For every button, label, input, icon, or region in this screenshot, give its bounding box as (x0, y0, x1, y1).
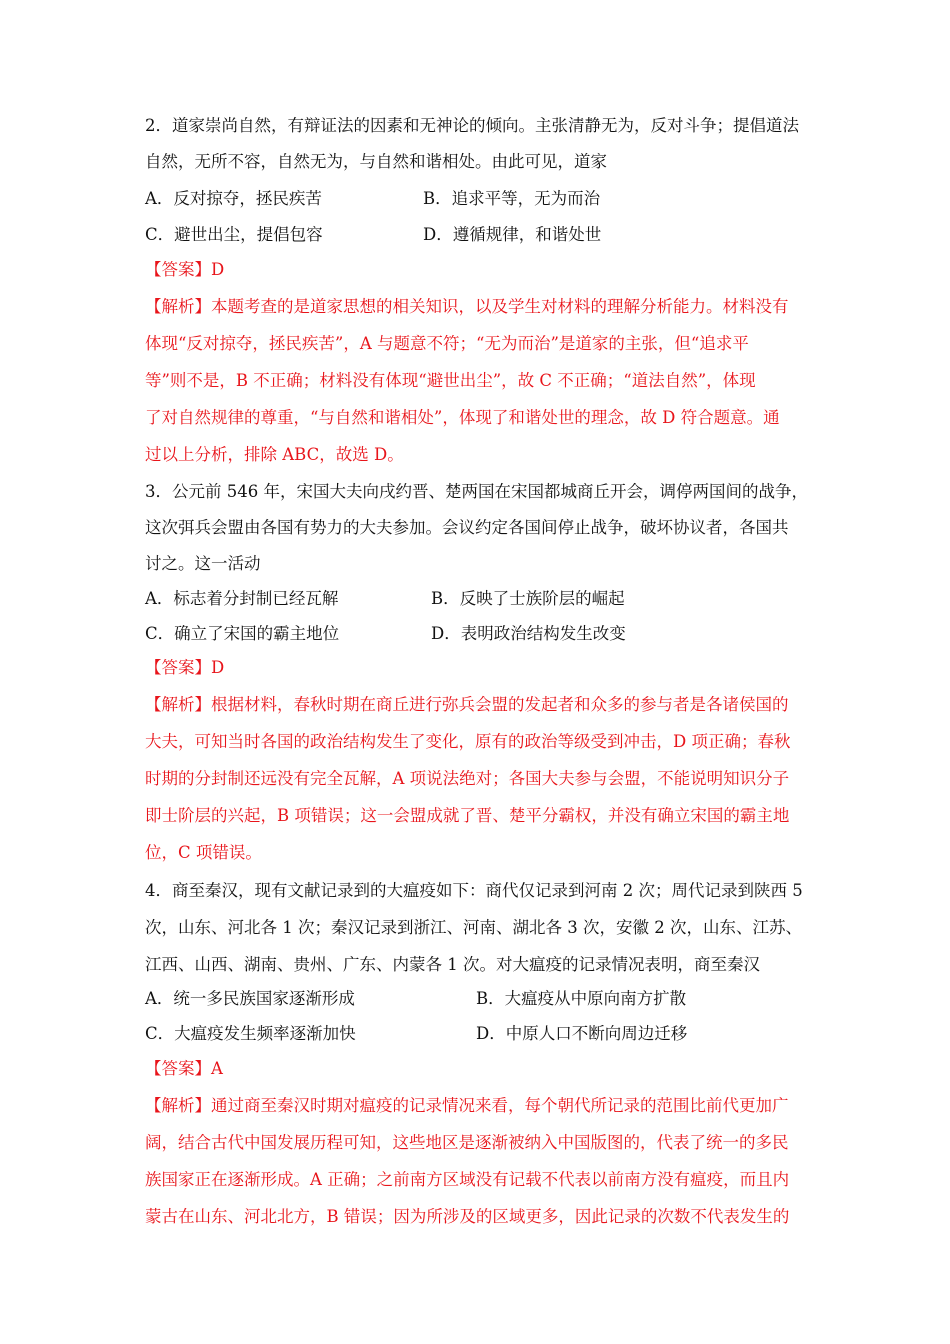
option-a: A．标志着分封制已经瓦解 (145, 589, 339, 608)
answer-line: 【答案】D (145, 658, 225, 677)
analysis-line: 【解析】根据材料，春秋时期在商丘进行弥兵会盟的发起者和众多的参与者是各诸侯国的 (145, 695, 789, 714)
analysis-line: 体现“反对掠夺，拯民疾苦”，A 与题意不符；“无为而治”是道家的主张，但“追求平 (145, 334, 749, 353)
answer-line: 【答案】A (145, 1059, 223, 1078)
question-stem-line: 自然，无所不容，自然无为，与自然和谐相处。由此可见，道家 (145, 152, 607, 171)
question-stem-line: 3．公元前 546 年，宋国大夫向戌约晋、楚两国在宋国都城商丘开会，调停两国间的战争， (145, 482, 808, 501)
options-row (145, 186, 810, 212)
analysis-line: 【解析】本题考查的是道家思想的相关知识，以及学生对材料的理解分析能力。材料没有 (145, 297, 789, 316)
option-a: A．统一多民族国家逐渐形成 (145, 989, 355, 1008)
analysis-line: 了对自然规律的尊重，“与自然和谐相处”，体现了和谐处世的理念，故 D 符合题意。通 (145, 408, 780, 427)
analysis-line: 阔，结合古代中国发展历程可知，这些地区是逐渐被纳入中国版图的，代表了统一的多民 (145, 1133, 789, 1152)
analysis-line: 蒙古在山东、河北北方，B 错误；因为所涉及的区域更多，因此记录的次数不代表发生的 (145, 1207, 790, 1226)
option-d: D．表明政治结构发生改变 (431, 624, 626, 643)
option-c: C．大瘟疫发生频率逐渐加快 (145, 1024, 356, 1043)
question-stem-line: 次，山东、河北各 1 次；秦汉记录到浙江、河南、湖北各 3 次，安徽 2 次，山东、江苏、 (145, 918, 802, 937)
option-c: C．避世出尘，提倡包容 (145, 225, 323, 244)
analysis-line: 【解析】通过商至秦汉时期对瘟疫的记录情况来看，每个朝代所记录的范围比前代更加广 (145, 1096, 789, 1115)
option-b: B．反映了士族阶层的崛起 (431, 589, 625, 608)
option-b: B．大瘟疫从中原向南方扩散 (476, 989, 687, 1008)
option-d: D．遵循规律，和谐处世 (423, 225, 602, 244)
option-a: A．反对掠夺，拯民疾苦 (145, 189, 322, 208)
question-stem-line: 4．商至秦汉，现有文献记录到的大瘟疫如下：商代仅记录到河南 2 次；周代记录到陕西 5 (145, 881, 803, 900)
option-d: D．中原人口不断向周边迁移 (476, 1024, 688, 1043)
analysis-line: 族国家正在逐渐形成。A 正确；之前南方区域没有记载不代表以前南方没有瘟疫，而且内 (145, 1170, 790, 1189)
analysis-line: 过以上分析，排除 ABC，故选 D。 (145, 445, 404, 464)
question-stem-line: 江西、山西、湖南、贵州、广东、内蒙各 1 次。对大瘟疫的记录情况表明，商至秦汉 (145, 955, 760, 974)
analysis-line: 位，C 项错误。 (145, 843, 262, 862)
question-stem-line: 这次弭兵会盟由各国有势力的大夫参加。会议约定各国间停止战争，破坏协议者，各国共 (145, 518, 789, 537)
options-row (145, 1021, 810, 1047)
question-stem-line: 讨之。这一活动 (145, 554, 261, 573)
analysis-line: 即士阶层的兴起，B 项错误；这一会盟成就了晋、楚平分霸权，并没有确立宋国的霸主地 (145, 806, 790, 825)
question-stem-line: 2．道家崇尚自然，有辩证法的因素和无神论的倾向。主张清静无为，反对斗争；提倡道法 (145, 116, 799, 135)
options-row (145, 586, 810, 612)
analysis-line: 时期的分封制还远没有完全瓦解，A 项说法绝对；各国大夫参与会盟，不能说明知识分子 (145, 769, 790, 788)
analysis-line: 等”则不是，B 不正确；材料没有体现“避世出尘”，故 C 不正确；“道法自然”，体现 (145, 371, 756, 390)
option-b: B．追求平等，无为而治 (423, 189, 601, 208)
options-row (145, 986, 810, 1012)
answer-line: 【答案】D (145, 260, 225, 279)
options-row (145, 621, 810, 647)
option-c: C．确立了宋国的霸主地位 (145, 624, 340, 643)
options-row (145, 222, 810, 248)
analysis-line: 大夫，可知当时各国的政治结构发生了变化，原有的政治等级受到冲击，D 项正确；春秋 (145, 732, 791, 751)
